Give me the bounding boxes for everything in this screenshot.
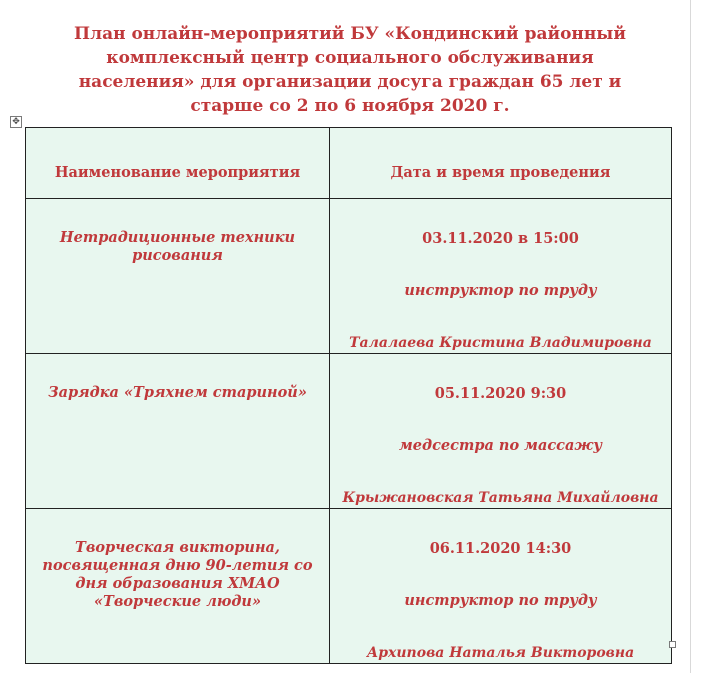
event-role: инструктор по труду bbox=[404, 282, 597, 299]
table-row bbox=[26, 509, 672, 664]
datetime-cell bbox=[330, 509, 672, 664]
table-row bbox=[26, 354, 672, 509]
header-event-name: Наименование мероприятия bbox=[26, 128, 330, 199]
table-move-handle-icon[interactable]: ✥ bbox=[10, 116, 22, 128]
table-header-row bbox=[26, 128, 672, 199]
datetime-cell bbox=[330, 354, 672, 509]
event-person: Крыжановская Татьяна Михайловна bbox=[342, 490, 659, 506]
event-datetime: 06.11.2020 14:30 bbox=[429, 540, 572, 557]
header-datetime: Дата и время проведения bbox=[330, 128, 672, 199]
title-line: комплексный центр социального обслуживания bbox=[106, 48, 594, 68]
event-cell bbox=[26, 199, 330, 354]
event-person: Талалаева Кристина Владимировна bbox=[349, 335, 652, 351]
event-datetime: 05.11.2020 9:30 bbox=[434, 385, 567, 402]
title-line: населения» для организации досуга граждан 65 лет и bbox=[78, 72, 622, 92]
event-cell bbox=[26, 509, 330, 664]
event-name: Нетрадиционные техники рисования bbox=[59, 229, 296, 264]
title-line: План онлайн-мероприятий БУ «Кондинский районный bbox=[74, 24, 626, 44]
event-role: медсестра по массажу bbox=[399, 437, 602, 454]
event-role: инструктор по труду bbox=[404, 592, 597, 609]
event-name: Творческая викторина, посвященная дню 90-летия со дня образования ХМАО «Творческие люди» bbox=[42, 539, 313, 610]
document-title bbox=[40, 22, 660, 118]
table-row bbox=[26, 199, 672, 354]
event-name: Зарядка «Тряхнем стариной» bbox=[48, 384, 307, 401]
event-person: Архипова Наталья Викторовна bbox=[366, 645, 635, 661]
event-cell bbox=[26, 354, 330, 509]
table-resize-handle-icon[interactable] bbox=[669, 641, 676, 648]
datetime-cell bbox=[330, 199, 672, 354]
page-edge-divider bbox=[690, 0, 691, 673]
event-datetime: 03.11.2020 в 15:00 bbox=[422, 230, 579, 247]
title-line: старше со 2 по 6 ноября 2020 г. bbox=[190, 96, 510, 116]
events-table bbox=[25, 127, 672, 664]
